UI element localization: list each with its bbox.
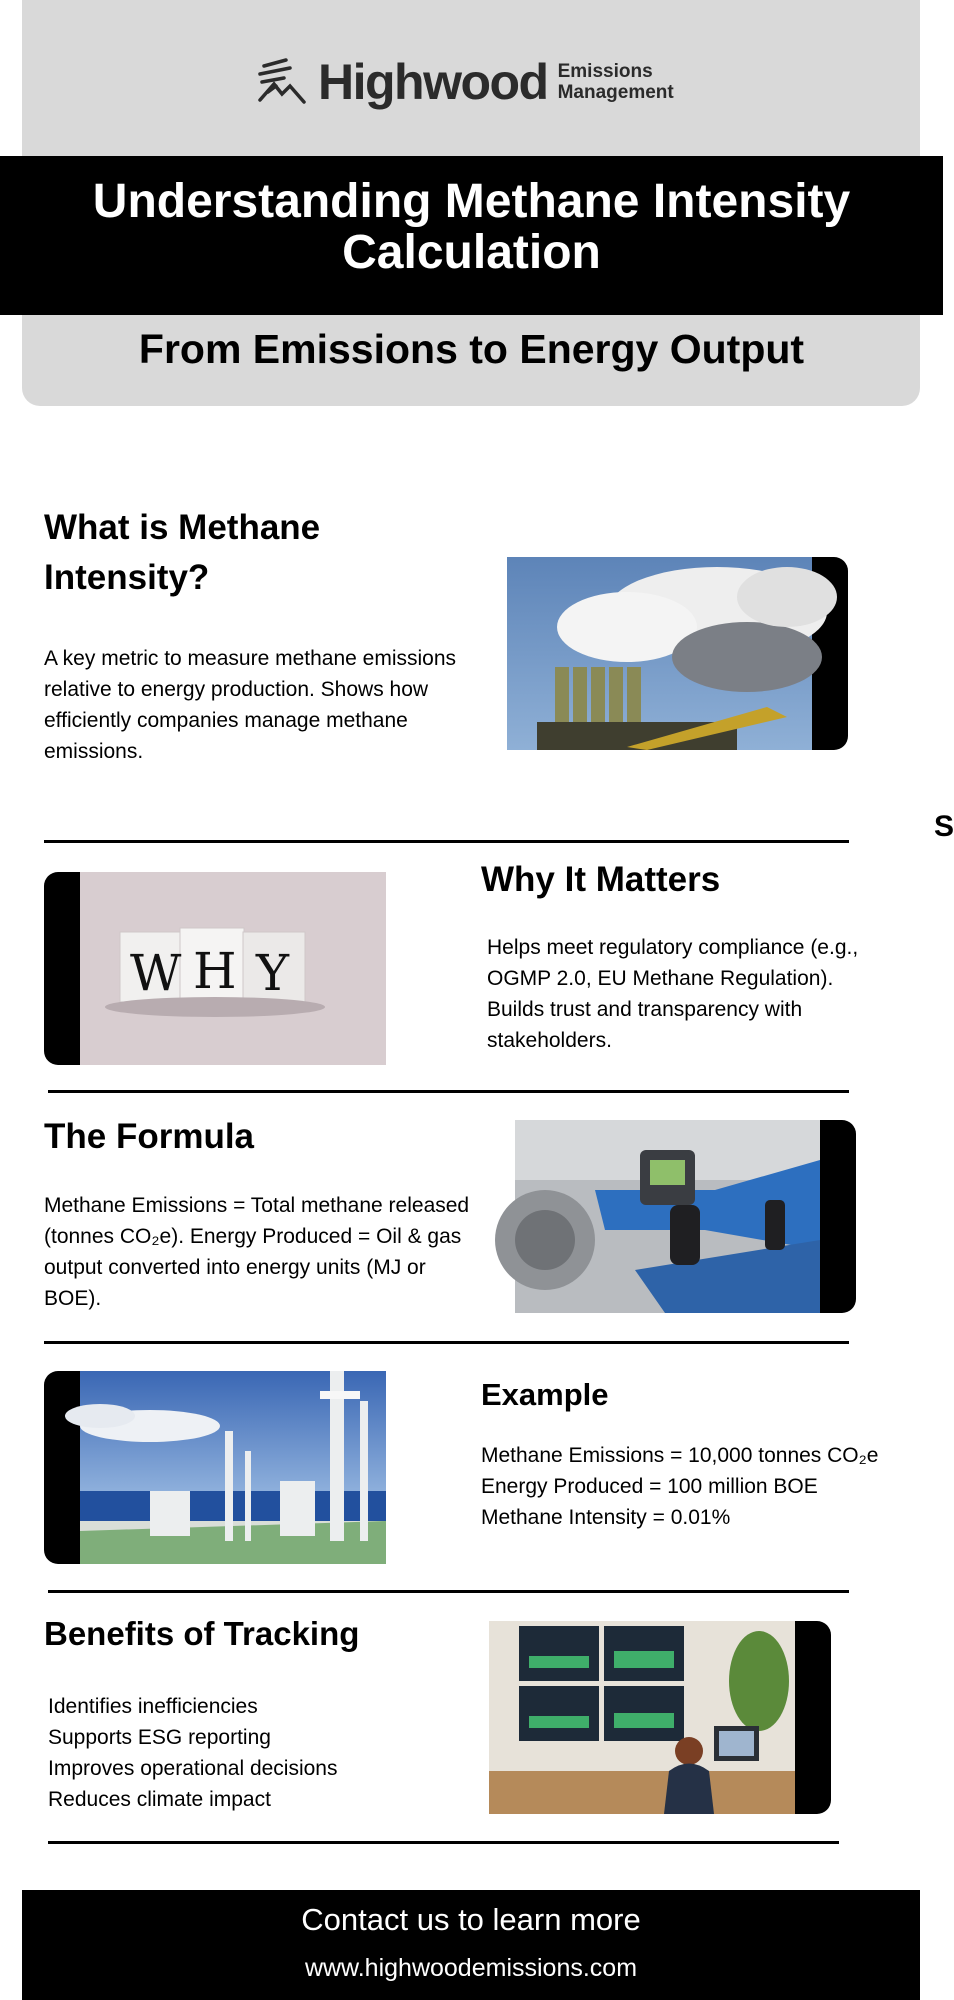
list-item: Improves operational decisions (48, 1757, 338, 1780)
example-line-intensity: Methane Intensity = 0.01% (481, 1506, 731, 1529)
section-heading-benefits: Benefits of Tracking (44, 1615, 360, 1652)
page-title: Understanding Methane Intensity Calculation (92, 175, 851, 279)
brand-logo[interactable] (256, 52, 674, 112)
svg-text:W: W (130, 944, 182, 1002)
page-subtitle: From Emissions to Energy Output (138, 326, 805, 372)
highwood-logo-icon (256, 56, 308, 108)
divider (44, 840, 849, 843)
gas-detector-technician-image (515, 1120, 856, 1313)
example-lines (481, 1440, 901, 1533)
list-item: Supports ESG reporting (48, 1726, 271, 1749)
divider (48, 1090, 849, 1093)
benefits-list (48, 1691, 338, 1815)
section-heading-what-is: What is Methane Intensity? (44, 508, 321, 597)
contact-cta[interactable]: Contact us to learn more (301, 1902, 641, 1937)
website-link[interactable]: www.highwoodemissions.com (304, 1954, 638, 1982)
section-body-formula: Methane Emissions = Total methane released (tonnes CO₂e). Energy Produced = Oil & gas output converted into energy units (MJ or BOE). (44, 1194, 470, 1310)
clipped-edge-text: S (934, 810, 954, 843)
section-heading-formula: The Formula (44, 1117, 255, 1156)
footer (22, 1890, 920, 2000)
section-heading-example: Example (481, 1377, 609, 1412)
divider (44, 1341, 849, 1344)
brand-subtitle: Emissions Management (557, 61, 674, 103)
brand-name: Highwood (318, 54, 548, 110)
section-body-what-is: A key metric to measure methane emissions relative to energy production. Shows how efficiently companies manage methane emissions. (44, 647, 457, 763)
list-item: Reduces climate impact (48, 1788, 271, 1811)
title-band (0, 156, 943, 315)
svg-text:Y: Y (256, 944, 290, 1002)
list-item: Identifies inefficiencies (48, 1695, 258, 1718)
section-heading-why: Why It Matters (481, 860, 721, 899)
example-line-emissions: Methane Emissions = 10,000 tonnes CO₂e (481, 1444, 879, 1467)
svg-text:H: H (193, 942, 237, 1000)
divider (48, 1590, 849, 1593)
why-letter-blocks-image (44, 872, 386, 1065)
industrial-smokestacks-image (507, 557, 848, 750)
offshore-ship-flare-image (44, 1371, 386, 1564)
divider (48, 1841, 839, 1844)
example-line-energy: Energy Produced = 100 million BOE (481, 1475, 818, 1498)
monitoring-control-room-image (489, 1621, 831, 1814)
section-body-why: Helps meet regulatory compliance (e.g., OGMP 2.0, EU Methane Regulation). Builds trust and transparency with stakeholders. (487, 936, 859, 1052)
